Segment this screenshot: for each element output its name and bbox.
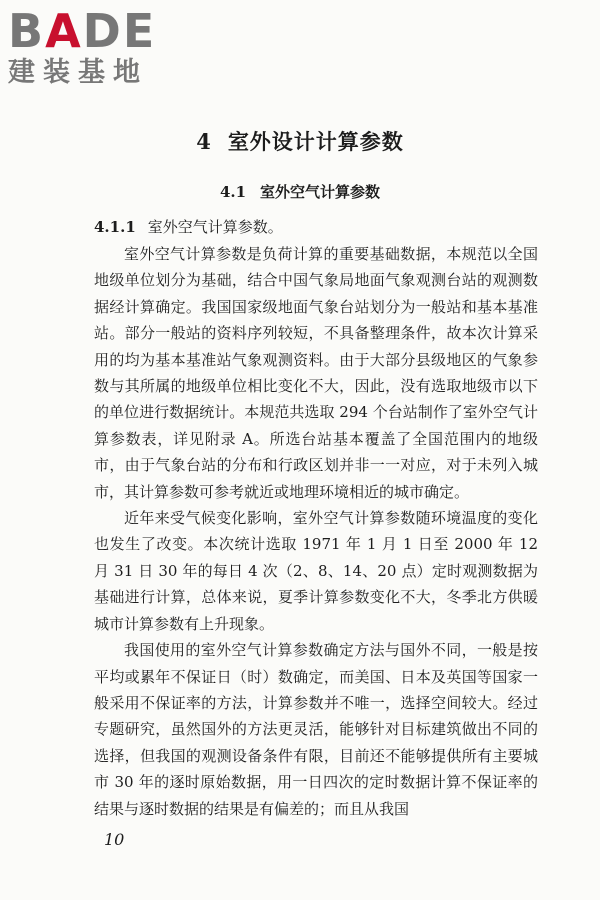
clause-title: 室外空气计算参数。 <box>147 218 283 236</box>
logo-subtitle: 建装基地 <box>8 57 148 88</box>
logo-letters-de: DE <box>82 4 157 58</box>
chapter-title-text: 室外设计计算参数 <box>227 129 404 154</box>
paragraph-1: 室外空气计算参数是负荷计算的重要基础数据，本规范以全国地级单位划分为基础，结合中国气象局地面气象观测台站的观测数据经计算确定。我国国家级地面气象台站划分为一般站和基本基准站。部分一般站的资料序列较短，不具备整理条件，故本次计算采用的均为基本基准站气象观测资料。由于大部分县级地区的气象参数与其所属的地级单位相比变化不大，因此，没有选取地级市以下的单位进行数据统计。本规范共选取 294 个台站制作了室外空气计算参数表，详见附录 A。所选台站基本覆盖了全国范围内的地级市，由于气象台站的分布和行政区划并非一一对应，对于未列入城市，其计算参数可参考就近或地理环境相近的城市确定。 <box>94 245 538 501</box>
body-content <box>94 213 538 822</box>
page-number: 10 <box>104 830 125 849</box>
paragraph-2: 近年来受气候变化影响，室外空气计算参数随环境温度的变化也发生了改变。本次统计选取 1971 年 1 月 1 日至 2000 年 12 月 31 日 30 年的每日 4 次（2、8、14、20 点）定时观测数据为基础进行计算，总体来说，夏季计算参数变化不大，冬季北方供暖城市计算参数有上升现象。 <box>94 509 538 633</box>
brand-logo <box>8 6 178 96</box>
section-number: 4.1 <box>219 183 247 201</box>
logo-letter-b: B <box>8 4 46 58</box>
chapter-title <box>0 126 600 156</box>
paragraph-3: 我国使用的室外空气计算参数确定方法与国外不同，一般是按平均或累年不保证日（时）数确定，而美国、日本及英国等国家一般采用不保证率的方法，计算参数并不唯一，选择空间较大。经过专题研究，虽然国外的方法更灵活，能够针对目标建筑做出不同的选择，但我国的观测设备条件有限，目前还不能够提供所有主要城市 30 年的逐时原始数据，用一日四次的定时数据计算不保证率的结果与逐时数据的结果是有偏差的；而且从我国 <box>94 641 538 818</box>
logo-letter-a: A <box>45 4 83 58</box>
logo-wordmark <box>8 6 178 56</box>
chapter-number: 4 <box>196 129 212 154</box>
clause-number: 4.1.1 <box>94 218 136 236</box>
clause-heading <box>94 213 538 241</box>
section-title <box>0 181 600 202</box>
section-title-text: 室外空气计算参数 <box>260 183 381 201</box>
